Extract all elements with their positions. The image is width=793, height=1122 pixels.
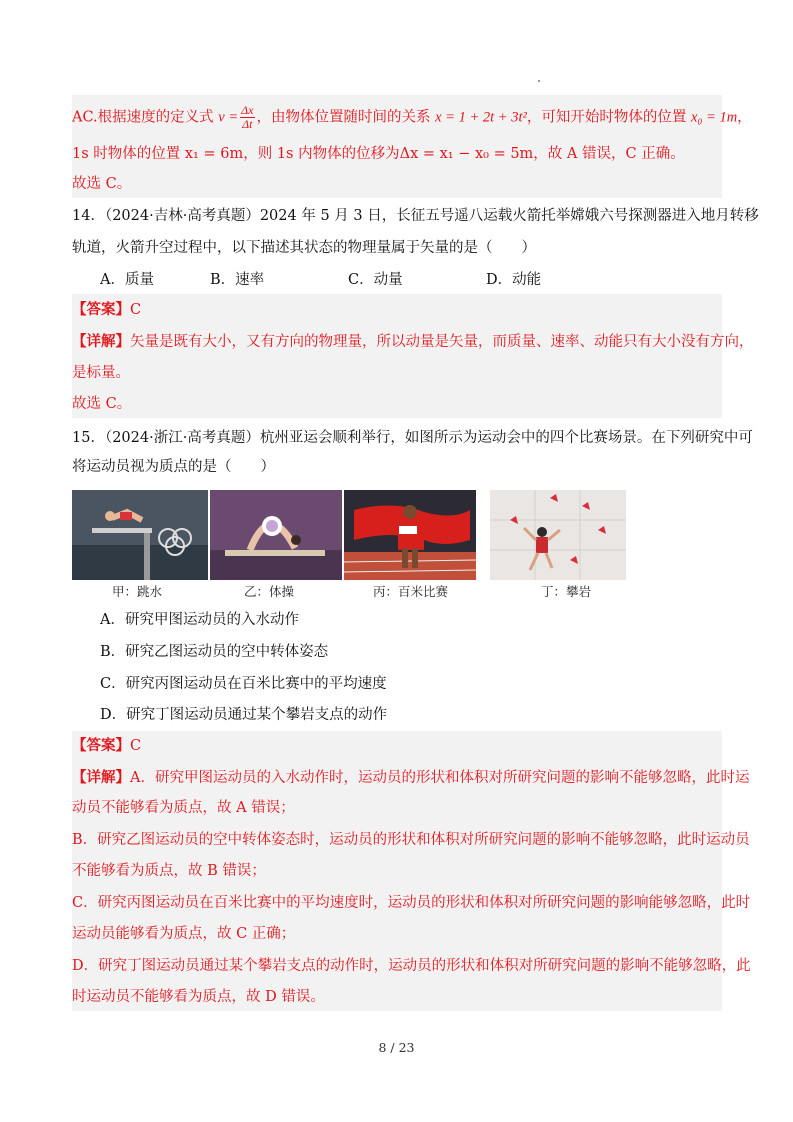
option-a: A．质量	[100, 272, 154, 288]
question-14-line-1: 14．（2024·吉林·高考真题）2024 年 5 月 3 日，长征五号遥八运载火箭托举嫦娥六号探测器进入地月转移	[72, 208, 759, 224]
q15-option-b: B．研究乙图运动员的空中转体姿态	[100, 644, 329, 660]
option-c: C．动量	[348, 272, 403, 288]
detail-14-line-1: 【详解】矢量是既有大小，又有方向的物理量，所以动量是矢量，而质量、速率、动能只有大小没有方向，	[72, 333, 754, 350]
detail-15-line-4: 不能够看为质点，故 B 错误；	[72, 863, 266, 879]
solution-13-line-2: 1s 时物体的位置 x₁ = 6m，则 1s 内物体的位移为Δx = x₁ − x₀ = 5m，故 A 错误，C 正确。	[72, 146, 685, 162]
q15-option-a: A．研究甲图运动员的入水动作	[100, 612, 299, 628]
q15-option-c: C．研究丙图运动员在百米比赛中的平均速度	[100, 676, 387, 692]
detail-15-line-2: 动员不能够看为质点，故 A 错误；	[72, 800, 295, 816]
caption-climbing: 丁：攀岩	[541, 584, 592, 599]
answer-15: 【答案】C	[72, 737, 142, 754]
caption-diving: 甲：跳水	[112, 584, 163, 599]
caption-sprint: 丙：百米比赛	[373, 584, 449, 599]
question-14-line-2: 轨道，火箭升空过程中，以下描述其状态的物理量属于矢量的是（ ）	[72, 240, 536, 256]
detail-15-line-1: 【详解】A．研究甲图运动员的入水动作时，运动员的形状和体积对所研究问题的影响不能够忽略，此时运	[72, 769, 750, 786]
detail-14-line-2: 是标量。	[72, 365, 130, 381]
question-15-line-1: 15．（2024·浙江·高考真题）杭州亚运会顺利举行，如图所示为运动会中的四个比赛场景。在下列研究中可	[72, 430, 753, 446]
option-b: B．速率	[210, 272, 265, 288]
diving-photo	[72, 490, 208, 580]
page-number: 8 / 23	[378, 1040, 415, 1055]
detail-15-line-3: B．研究乙图运动员的空中转体姿态时，运动员的形状和体积对所研究问题的影响不能够忽略，此时运动员	[72, 832, 750, 848]
sprint-photo	[344, 490, 476, 580]
velocity-fraction: $\frac{\Delta x}{\Delta t}$	[241, 103, 254, 131]
detail-14-final: 故选 C。	[72, 396, 132, 412]
detail-15-line-5: C．研究丙图运动员在百米比赛中的平均速度时，运动员的形状和体积对所研究问题的影响能够忽略，此时	[72, 895, 751, 911]
climbing-photo	[490, 490, 626, 580]
question-15-line-2: 将运动员视为质点的是（ ）	[72, 459, 275, 475]
gymnastics-photo	[210, 490, 342, 580]
scan-dot	[538, 80, 540, 82]
option-d: D．动能	[486, 272, 542, 288]
detail-15-line-6: 运动员能够看为质点，故 C 正确；	[72, 926, 296, 942]
solution-13-line-1: AC.根据速度的定义式 v = $\frac{\Delta x}{\Delta t}$ ，由物体位置随时间的关系 x = 1 + 2t + 3t²，可知开始时物体的位置 x₀ = 1m，	[72, 103, 752, 131]
detail-15-line-8: 时运动员不能够看为质点，故 D 错误。	[72, 989, 325, 1005]
detail-15-line-7: D．研究丁图运动员通过某个攀岩支点的动作时，运动员的形状和体积对所研究问题的影响不能够忽略，此	[72, 958, 751, 974]
solution-13-line-3: 故选 C。	[72, 176, 132, 192]
answer-14: 【答案】C	[72, 301, 142, 318]
q15-option-d: D．研究丁图运动员通过某个攀岩支点的动作	[100, 707, 388, 723]
caption-gymnastics: 乙：体操	[244, 584, 295, 599]
